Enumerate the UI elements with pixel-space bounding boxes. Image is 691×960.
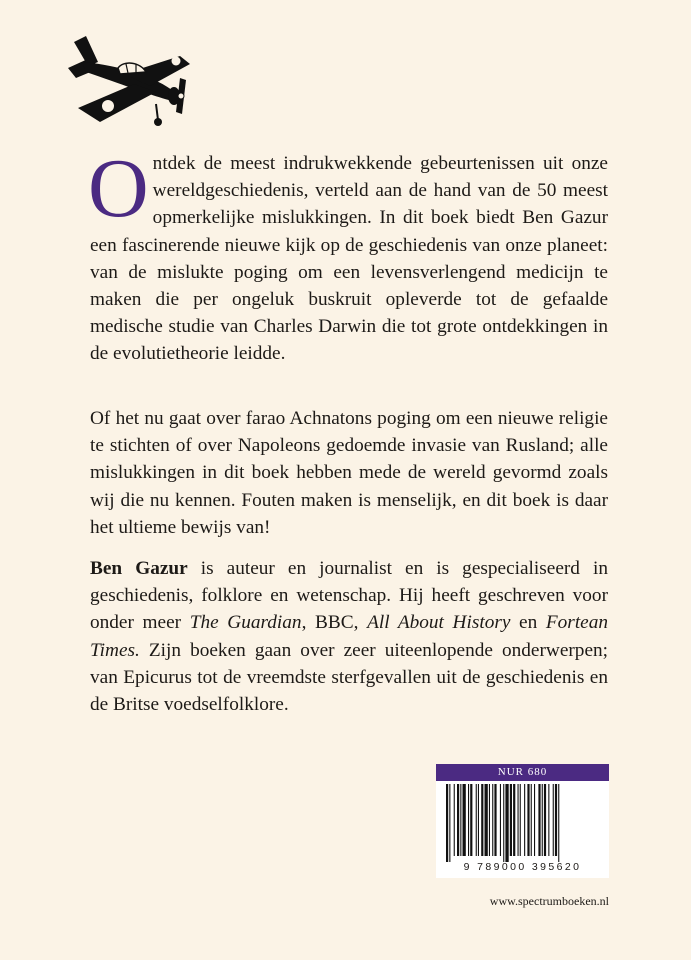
airplane-icon [60, 28, 200, 128]
bio-text-4: Zijn boeken gaan over zeer uiteenlopende onderwerpen; van Epicurus tot de vreemdste sterfgevallen uit de geschiedenis en de Britse voedselfolklore. [90, 639, 608, 716]
publication-fortean-times: Fortean Times. [90, 612, 609, 661]
bio-text-1: is auteur en journalist en is gespecialiseerd in geschiedenis, folklore en wetenschap. Hij heeft geschreven voor onder meer [90, 558, 609, 634]
bio-text-3: en [510, 612, 546, 634]
author-name: Ben Gazur [90, 558, 188, 579]
second-paragraph: Of het nu gaat over farao Achnatons poging om een nieuwe religie te stichten of over Napoleons gedoemde invasie van Rusland; alle mislukkingen in dit boek hebben mede de wereld gevormd zoals wij die nu kennen. Fouten maken is menselijk, en dit boek is daar het ultieme bewijs van! [90, 408, 608, 538]
isbn-number: 9 789000 395620 [463, 861, 582, 873]
intro-paragraph [88, 142, 608, 368]
barcode-icon [444, 784, 601, 862]
website-link[interactable]: www.spectrumboeken.nl [489, 894, 609, 908]
barcode [436, 781, 609, 878]
publication-guardian: The Guardian [189, 612, 302, 634]
author-bio [90, 555, 608, 718]
nur-label: NUR 680 [436, 764, 609, 781]
publication-all-about-history: All About History [367, 612, 511, 634]
drop-cap: O [88, 142, 149, 235]
bio-text-2: , BBC, [301, 612, 368, 634]
intro-text: ntdek de meest indrukwekkende gebeurtenissen uit onze wereldgeschiedenis, verteld aan de hand van de 50 meest opmerkelijke mislukkingen. In dit boek biedt Ben Gazur een fascinerende nieuwe kijk op de geschiedenis van onze planeet: van de mislukte poging om een levensverlengend medicijn te maken die per ongeluk buskruit opleverde tot de gefaalde medische studie van Charles Darwin die tot grote ontdekkingen in de evolutietheorie leidde. [90, 153, 608, 365]
